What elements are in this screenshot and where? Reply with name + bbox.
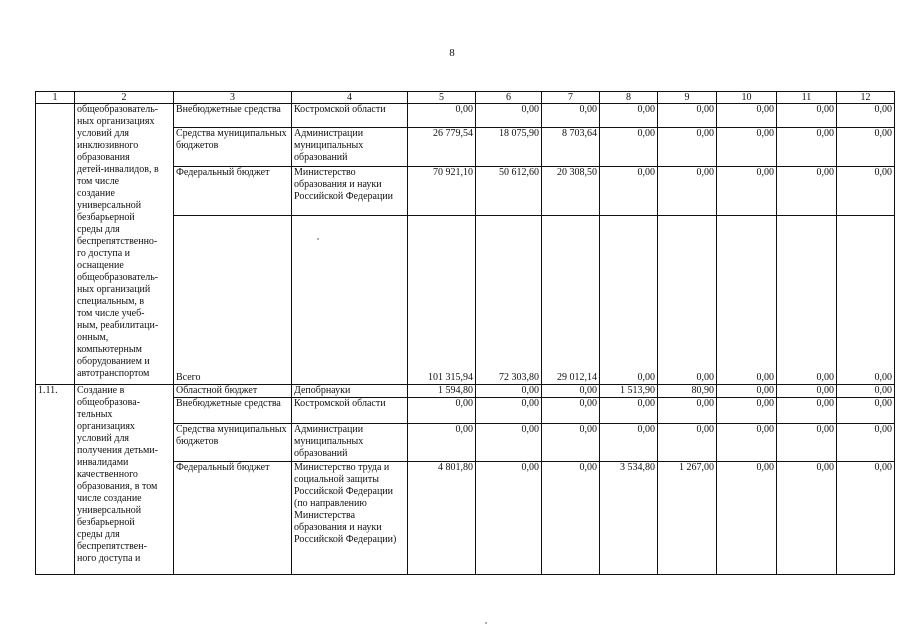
amount-cell: 0,00 xyxy=(476,398,542,424)
funding-source-cell: Областной бюджет xyxy=(174,385,292,398)
amount-cell: 0,00 xyxy=(777,385,837,398)
executor-cell: Депобрнауки xyxy=(292,385,408,398)
description-line: беспрепятственно- xyxy=(77,236,158,247)
header-row xyxy=(36,92,895,104)
program-funding-table xyxy=(35,91,895,575)
amount-cell: 0,00 xyxy=(717,398,777,424)
funding-source-cell: Средства муниципальных бюджетов xyxy=(174,424,292,462)
description-line: тельных xyxy=(77,409,113,420)
amount-cell: 0,00 xyxy=(777,398,837,424)
description-line: автотранспортом xyxy=(77,368,150,379)
row-number-cell: 1.11. xyxy=(36,385,75,575)
amount-cell: 0,00 xyxy=(542,462,600,575)
amount-cell: 1 267,00 xyxy=(658,462,717,575)
funding-source-cell: Средства муниципальных бюджетов xyxy=(174,128,292,167)
amount-cell: 0,00 xyxy=(658,128,717,167)
description-line: том числе учеб- xyxy=(77,308,145,319)
amount-cell: 1 513,90 xyxy=(600,385,658,398)
amount-cell: 0,00 xyxy=(600,398,658,424)
amount-cell: 0,00 xyxy=(600,128,658,167)
amount-cell: 0,00 xyxy=(408,104,476,128)
amount-cell: 0,00 xyxy=(837,104,895,128)
amount-cell: 29 012,14 xyxy=(542,216,600,385)
amount-cell: 0,00 xyxy=(658,104,717,128)
amount-cell: 0,00 xyxy=(717,462,777,575)
amount-cell: 0,00 xyxy=(777,462,837,575)
executor-cell: Администрации муниципальных образований xyxy=(292,424,408,462)
funding-source-cell: Всего xyxy=(174,216,292,385)
description-line: общеобразователь- xyxy=(77,104,159,115)
amount-cell: 0,00 xyxy=(542,424,600,462)
amount-cell: 0,00 xyxy=(717,128,777,167)
measure-description-cell xyxy=(75,385,174,575)
description-line: детей-инвалидов, в xyxy=(77,164,159,175)
description-line: ного доступа и xyxy=(77,553,141,564)
amount-cell: 0,00 xyxy=(476,462,542,575)
description-line: создание xyxy=(77,188,115,199)
description-line: онным, xyxy=(77,332,109,343)
page-number: 8 xyxy=(449,47,455,59)
amount-cell: 0,00 xyxy=(837,128,895,167)
description-line: образования, в том xyxy=(77,481,158,492)
funding-source-cell: Внебюджетные средства xyxy=(174,104,292,128)
amount-cell: 0,00 xyxy=(777,104,837,128)
amount-cell: 8 703,64 xyxy=(542,128,600,167)
executor-cell: Министерство образования и науки Российской Федерации xyxy=(292,167,408,216)
amount-cell: 0,00 xyxy=(542,104,600,128)
description-line: среды для xyxy=(77,224,120,235)
executor-cell xyxy=(292,216,408,385)
description-line: безбарьерной xyxy=(77,212,135,223)
amount-cell: 0,00 xyxy=(837,216,895,385)
description-line: общеобразова- xyxy=(77,397,141,408)
amount-cell: 80,90 xyxy=(658,385,717,398)
amount-cell: 0,00 xyxy=(777,216,837,385)
amount-cell: 0,00 xyxy=(777,167,837,216)
description-line: ных организаций xyxy=(77,284,151,295)
amount-cell: 0,00 xyxy=(658,398,717,424)
header-cell: 7 xyxy=(542,92,600,104)
amount-cell: 72 303,80 xyxy=(476,216,542,385)
table-row xyxy=(36,385,895,398)
section-2 xyxy=(36,385,895,575)
amount-cell: 0,00 xyxy=(408,398,476,424)
amount-cell: 0,00 xyxy=(542,385,600,398)
description-line: инвалидами xyxy=(77,457,129,468)
header-cell: 9 xyxy=(658,92,717,104)
amount-cell: 0,00 xyxy=(837,424,895,462)
amount-cell: 0,00 xyxy=(600,167,658,216)
amount-cell: 0,00 xyxy=(600,104,658,128)
section-1 xyxy=(36,104,895,385)
amount-cell: 70 921,10 xyxy=(408,167,476,216)
description-line: том числе xyxy=(77,176,120,187)
amount-cell: 20 308,50 xyxy=(542,167,600,216)
amount-cell: 0,00 xyxy=(658,167,717,216)
amount-cell: 0,00 xyxy=(717,104,777,128)
header-cell: 6 xyxy=(476,92,542,104)
description-line: компьютерным xyxy=(77,344,142,355)
amount-cell: 0,00 xyxy=(777,424,837,462)
amount-cell: 0,00 xyxy=(837,398,895,424)
header-cell: 8 xyxy=(600,92,658,104)
amount-cell: 0,00 xyxy=(600,424,658,462)
header-cell: 11 xyxy=(777,92,837,104)
amount-cell: 0,00 xyxy=(476,424,542,462)
amount-cell: 0,00 xyxy=(717,216,777,385)
amount-cell: 101 315,94 xyxy=(408,216,476,385)
amount-cell: 0,00 xyxy=(837,167,895,216)
amount-cell: 0,00 xyxy=(777,128,837,167)
header-cell: 12 xyxy=(837,92,895,104)
row-number-cell xyxy=(36,104,75,385)
description-line: специальным, в xyxy=(77,296,145,307)
description-line: получения детьми- xyxy=(77,445,158,456)
header-cell: 1 xyxy=(36,92,75,104)
description-line: инклюзивного xyxy=(77,140,139,151)
description-line: среды для xyxy=(77,529,120,540)
amount-cell: 0,00 xyxy=(408,424,476,462)
description-line: общеобразователь- xyxy=(77,272,159,283)
amount-cell: 0,00 xyxy=(717,385,777,398)
description-line: оснащение xyxy=(77,260,124,271)
header-cell: 3 xyxy=(174,92,292,104)
amount-cell: 26 779,54 xyxy=(408,128,476,167)
executor-cell: Администрации муниципальных образований xyxy=(292,128,408,167)
description-line: условий для xyxy=(77,433,130,444)
amount-cell: 0,00 xyxy=(717,167,777,216)
header-cell: 5 xyxy=(408,92,476,104)
header-cell: 4 xyxy=(292,92,408,104)
amount-cell: 0,00 xyxy=(542,398,600,424)
description-line: числе создание xyxy=(77,493,142,504)
amount-cell: 0,00 xyxy=(658,424,717,462)
amount-cell: 50 612,60 xyxy=(476,167,542,216)
header-cell: 2 xyxy=(75,92,174,104)
amount-cell: 0,00 xyxy=(717,424,777,462)
scan-speck xyxy=(317,238,319,240)
header-cell: 10 xyxy=(717,92,777,104)
executor-cell: Костромской области xyxy=(292,104,408,128)
description-line: безбарьерной xyxy=(77,517,135,528)
scan-speck xyxy=(485,622,487,624)
description-line: го доступа и xyxy=(77,248,131,259)
amount-cell: 0,00 xyxy=(476,104,542,128)
amount-cell: 0,00 xyxy=(476,385,542,398)
table-row xyxy=(36,104,895,128)
description-line: ных организациях xyxy=(77,116,155,127)
amount-cell: 4 801,80 xyxy=(408,462,476,575)
amount-cell: 0,00 xyxy=(837,462,895,575)
funding-source-cell: Федеральный бюджет xyxy=(174,167,292,216)
description-line: условий для xyxy=(77,128,130,139)
executor-cell: Костромской области xyxy=(292,398,408,424)
amount-cell: 0,00 xyxy=(600,216,658,385)
description-line: Создание в xyxy=(77,385,125,396)
description-line: образования xyxy=(77,152,130,163)
executor-cell: Министерство труда и социальной защиты Российской Федерации (по направлению Министерства образования и науки Российской Федерации) xyxy=(292,462,408,575)
amount-cell: 3 534,80 xyxy=(600,462,658,575)
amount-cell: 18 075,90 xyxy=(476,128,542,167)
description-line: ным, реабилитаци- xyxy=(77,320,159,331)
amount-cell: 0,00 xyxy=(658,216,717,385)
description-line: оборудованием и xyxy=(77,356,150,367)
amount-cell: 0,00 xyxy=(837,385,895,398)
description-line: организациях xyxy=(77,421,135,432)
description-line: универсальной xyxy=(77,505,142,516)
funding-source-cell: Федеральный бюджет xyxy=(174,462,292,575)
description-line: беспрепятствен- xyxy=(77,541,147,552)
amount-cell: 1 594,80 xyxy=(408,385,476,398)
description-line: универсальной xyxy=(77,200,142,211)
measure-description-cell xyxy=(75,104,174,385)
description-line: качественного xyxy=(77,469,138,480)
funding-source-cell: Внебюджетные средства xyxy=(174,398,292,424)
